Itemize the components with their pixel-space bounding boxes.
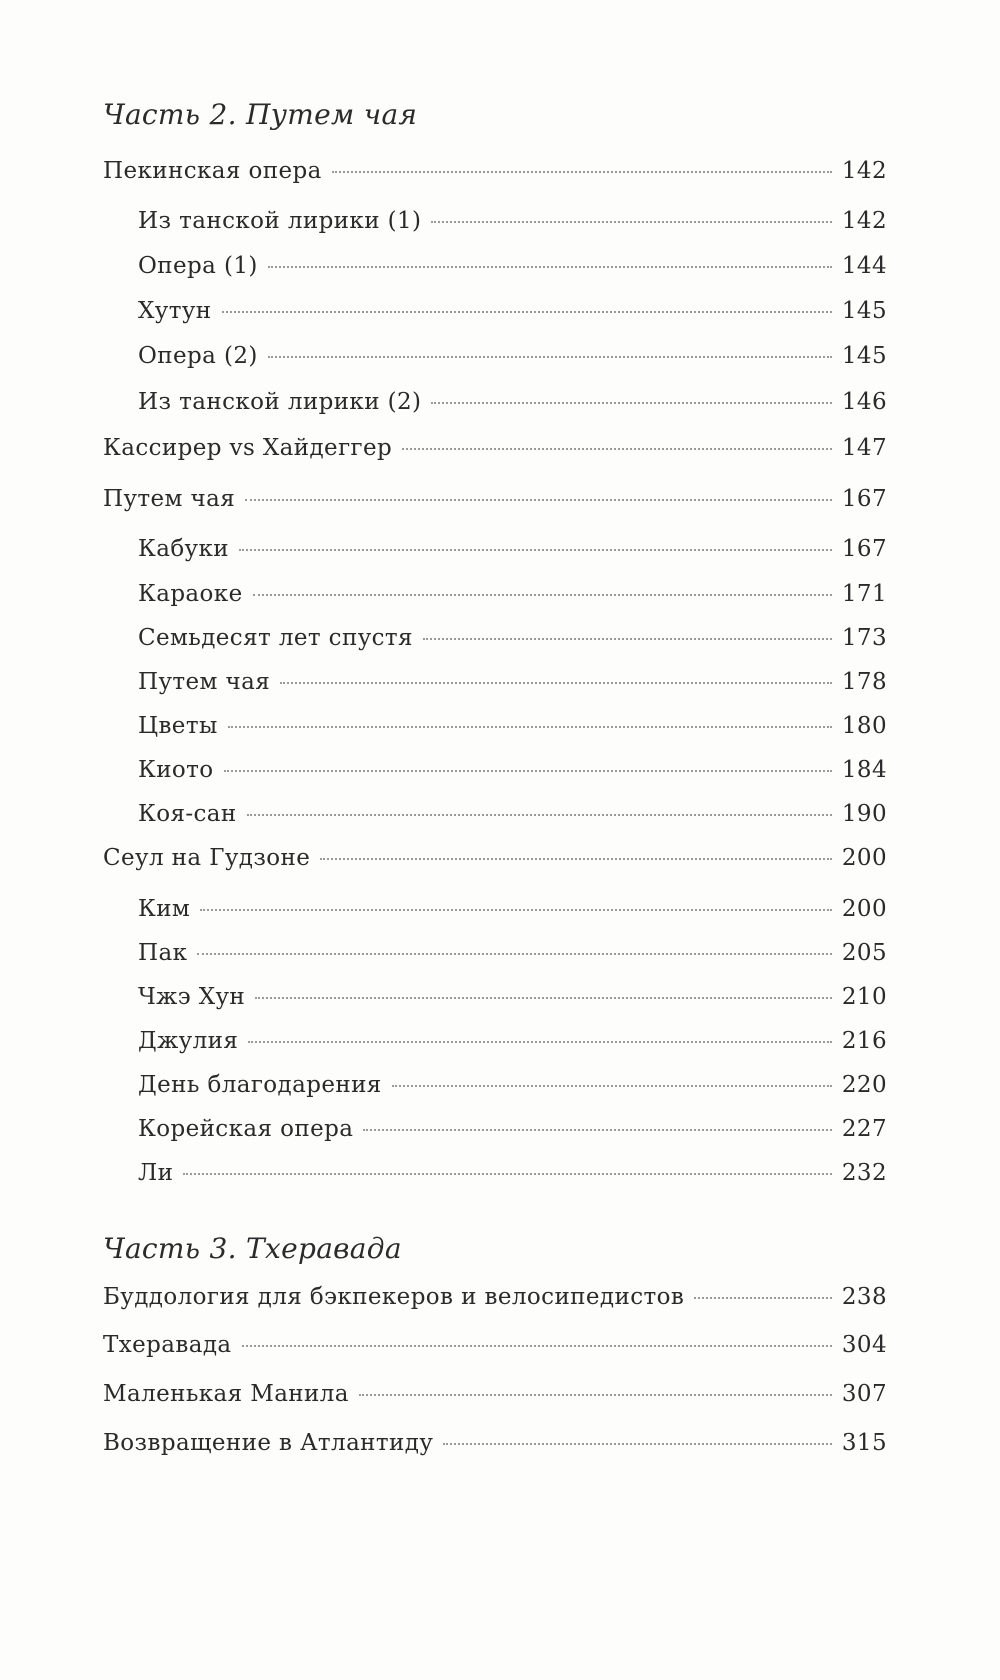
toc-entry[interactable] <box>138 536 887 568</box>
toc-entry-page: 205 <box>841 940 887 966</box>
toc-entry-title: Ли <box>138 1160 174 1186</box>
toc-entry[interactable] <box>138 757 887 789</box>
toc-entry[interactable] <box>103 1381 887 1413</box>
dot-leader <box>332 171 832 173</box>
toc-entry[interactable] <box>103 1284 887 1316</box>
toc-entry-page: 210 <box>841 984 887 1010</box>
dot-leader <box>363 1129 832 1131</box>
toc-entry-title: Маленькая Манила <box>103 1381 349 1407</box>
dot-leader <box>224 770 832 772</box>
dot-leader <box>253 594 832 596</box>
dot-leader <box>255 997 832 999</box>
toc-entry[interactable] <box>138 208 887 240</box>
toc-entry-page: 145 <box>841 343 887 369</box>
toc-entry[interactable] <box>103 1332 887 1364</box>
dot-leader <box>431 221 831 223</box>
toc-entry[interactable] <box>103 845 887 877</box>
toc-entry[interactable] <box>138 669 887 701</box>
toc-entry[interactable] <box>138 298 887 330</box>
toc-entry-title: Буддология для бэкпекеров и велосипедистов <box>103 1284 685 1310</box>
toc-entry-page: 184 <box>841 757 887 783</box>
toc-entry-title: Путем чая <box>103 486 236 512</box>
dot-leader <box>228 726 832 728</box>
toc-entry-page: 178 <box>841 669 887 695</box>
dot-leader <box>280 682 832 684</box>
toc-entry-page: 216 <box>841 1028 887 1054</box>
toc-entry-page: 142 <box>841 158 887 184</box>
dot-leader <box>183 1173 832 1175</box>
toc-entry-page: 232 <box>841 1160 887 1186</box>
toc-entry-title: Чжэ Хун <box>138 984 246 1010</box>
toc-entry[interactable] <box>138 713 887 745</box>
toc-entry-title: Сеул на Гудзоне <box>103 845 311 871</box>
toc-entry[interactable] <box>138 984 887 1016</box>
toc-entry-page: 147 <box>841 435 887 461</box>
toc-entry-title: Пекинская опера <box>103 158 322 184</box>
dot-leader <box>247 814 832 816</box>
dot-leader <box>694 1297 832 1299</box>
dot-leader <box>268 356 832 358</box>
toc-entry-page: 304 <box>841 1332 887 1358</box>
toc-entry[interactable] <box>138 1116 887 1148</box>
dot-leader <box>443 1443 832 1445</box>
toc-entry-page: 227 <box>841 1116 887 1142</box>
dot-leader <box>242 1345 832 1347</box>
toc-entry-title: Ким <box>138 896 191 922</box>
toc-entry-title: Кабуки <box>138 536 229 562</box>
dot-leader <box>197 953 832 955</box>
dot-leader <box>431 402 831 404</box>
toc-entry-page: 307 <box>841 1381 887 1407</box>
toc-entry[interactable] <box>138 940 887 972</box>
toc-entry[interactable] <box>138 1028 887 1060</box>
part-heading: Часть 2. Путем чая <box>103 98 418 131</box>
toc-entry-title: Киото <box>138 757 214 783</box>
toc-entry-page: 315 <box>841 1430 887 1456</box>
toc-entry-title: Джулия <box>138 1028 239 1054</box>
dot-leader <box>402 448 832 450</box>
toc-entry-title: Пак <box>138 940 188 966</box>
dot-leader <box>359 1394 832 1396</box>
toc-entry[interactable] <box>138 581 887 613</box>
toc-entry-page: 200 <box>841 845 887 871</box>
toc-entry-title: Возвращение в Атлантиду <box>103 1430 434 1456</box>
toc-entry[interactable] <box>103 158 887 190</box>
toc-entry-page: 167 <box>841 486 887 512</box>
toc-entry-title: Из танской лирики (1) <box>138 208 422 234</box>
toc-entry-title: Караоке <box>138 581 243 607</box>
toc-entry[interactable] <box>138 625 887 657</box>
toc-entry[interactable] <box>138 343 887 375</box>
toc-entry-title: Тхеравада <box>103 1332 232 1358</box>
toc-entry-page: 180 <box>841 713 887 739</box>
toc-entry-title: Опера (2) <box>138 343 258 369</box>
dot-leader <box>222 311 832 313</box>
toc-entry[interactable] <box>103 435 887 467</box>
dot-leader <box>248 1041 832 1043</box>
toc-entry-page: 167 <box>841 536 887 562</box>
toc-entry-page: 144 <box>841 253 887 279</box>
toc-entry-page: 146 <box>841 389 887 415</box>
toc-entry-page: 200 <box>841 896 887 922</box>
toc-entry-title: Хутун <box>138 298 212 324</box>
toc-entry-title: Коя-сан <box>138 801 237 827</box>
dot-leader <box>392 1085 832 1087</box>
toc-entry-title: Из танской лирики (2) <box>138 389 422 415</box>
dot-leader <box>200 909 832 911</box>
dot-leader <box>268 266 832 268</box>
toc-entry[interactable] <box>138 389 887 421</box>
toc-entry-page: 142 <box>841 208 887 234</box>
toc-entry-title: Путем чая <box>138 669 271 695</box>
toc-entry-title: Семьдесят лет спустя <box>138 625 413 651</box>
part-heading: Часть 3. Тхеравада <box>103 1232 402 1265</box>
toc-entry-title: Опера (1) <box>138 253 258 279</box>
toc-entry[interactable] <box>138 896 887 928</box>
toc-entry-title: Кассирер vs Хайдеггер <box>103 435 393 461</box>
toc-entry[interactable] <box>138 801 887 833</box>
toc-entry-page: 190 <box>841 801 887 827</box>
toc-entry-page: 220 <box>841 1072 887 1098</box>
dot-leader <box>423 638 832 640</box>
toc-entry[interactable] <box>138 253 887 285</box>
toc-entry-title: Корейская опера <box>138 1116 354 1142</box>
toc-entry[interactable] <box>138 1160 887 1192</box>
dot-leader <box>320 858 832 860</box>
dot-leader <box>245 499 832 501</box>
toc-entry[interactable] <box>103 1430 887 1462</box>
toc-entry-page: 145 <box>841 298 887 324</box>
toc-entry-page: 173 <box>841 625 887 651</box>
dot-leader <box>239 549 832 551</box>
toc-entry-title: День благодарения <box>138 1072 382 1098</box>
toc-entry[interactable] <box>103 486 887 518</box>
toc-entry-title: Цветы <box>138 713 218 739</box>
toc-entry-page: 238 <box>841 1284 887 1310</box>
toc-entry-page: 171 <box>841 581 887 607</box>
toc-entry[interactable] <box>138 1072 887 1104</box>
